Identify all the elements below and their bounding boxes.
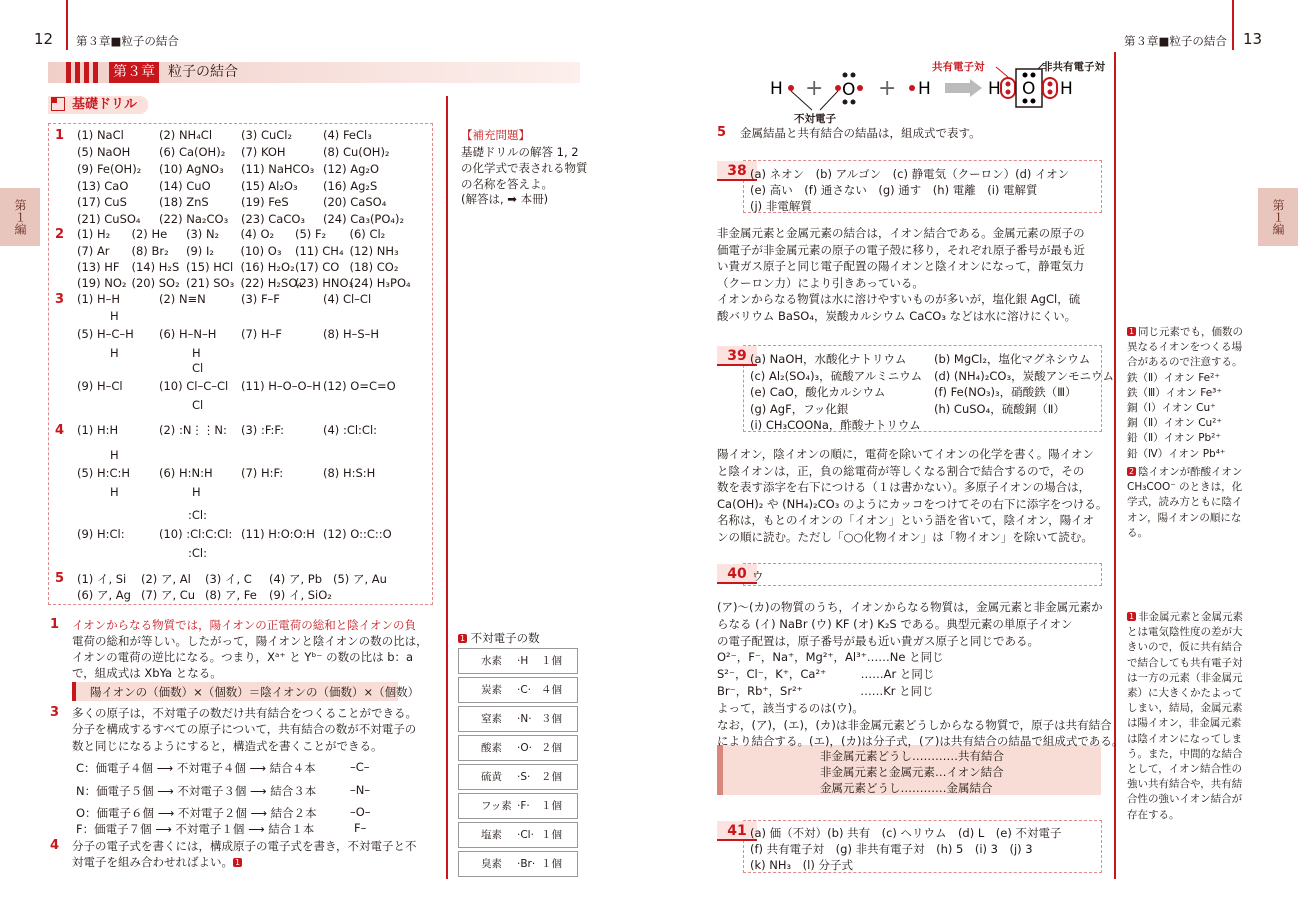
note-marker-icon: 1 xyxy=(1128,327,1135,336)
drill-answer-item: (1) H₂ xyxy=(77,227,111,241)
q39-item: (c) Al₂(SO₄)₃，硫酸アルミニウム xyxy=(750,368,923,383)
unpaired-label: 不対電子 xyxy=(794,113,836,125)
note-line: 合があるので注意する。 xyxy=(1127,356,1243,369)
table-row xyxy=(458,793,578,819)
chapter-title: 粒子の結合 xyxy=(168,64,238,80)
q40-answer: ウ xyxy=(752,569,764,583)
running-header-right: 第３章■粒子の結合 xyxy=(1124,34,1227,48)
table-row xyxy=(458,764,578,790)
electron-dot: ·O· xyxy=(517,742,532,754)
drill-answer-item: (4) ア, Pb xyxy=(269,572,322,586)
note-marker-icon: 1 xyxy=(1128,612,1135,621)
exp4-line: 分子の電子式を書くには，構成原子の電子式を書き，不対電子と不 xyxy=(72,839,417,853)
drill-answer-item: (10) O₃ xyxy=(240,244,282,258)
count: １個 xyxy=(541,655,562,667)
drill-answer-item: (4) Cl–Cl xyxy=(323,292,372,306)
shared-pair-label: 共有電子対 xyxy=(932,61,985,73)
drill-q2-number: 2 xyxy=(55,227,65,242)
drill-answer-item: (23) CaCO₃ xyxy=(241,212,306,226)
bond-diagram: –O– xyxy=(350,805,371,819)
drill-answer-item: (4) :Cl:Cl: xyxy=(323,423,378,437)
paragraph-line: S²⁻，Cl⁻，K⁺，Ca²⁺ ……Ar と同じ xyxy=(717,667,935,682)
supplement-title: 【補充問題】 xyxy=(461,128,530,142)
drill-answer-item: (23) HNO₃ xyxy=(295,276,354,290)
drill-answer-item: (9) イ, SiO₂ xyxy=(269,588,332,602)
q38-line: (e) 高い (f) 通さない (g) 通す (h) 電離 (i) 電解質 xyxy=(750,183,1038,197)
q39-item: (f) Fe(NO₃)₃，硝酸鉄（Ⅲ） xyxy=(934,385,1077,399)
summary-line: 非金属元素と金属元素…イオン結合 xyxy=(820,765,1004,779)
column-rule xyxy=(1114,52,1116,879)
electron-sub: H xyxy=(110,448,119,462)
drill-answer-item: (7) H:F: xyxy=(241,466,284,480)
chapter-stripe xyxy=(75,62,80,83)
drill-answer-item: (8) Br₂ xyxy=(131,244,169,258)
note-line: 鉄（Ⅱ）イオン Fe²⁺ xyxy=(1127,371,1220,384)
paragraph-line: よって，該当するのは(ウ)。 xyxy=(717,700,864,715)
q39-item: (h) CuSO₄，硫酸銅（Ⅱ） xyxy=(934,401,1065,416)
paragraph-line: （クーロン力）により引きあっている。 xyxy=(717,275,924,290)
chapter-stripe xyxy=(84,62,89,83)
drill-answer-item: (10) :Cl:C:Cl: xyxy=(159,527,233,541)
drill-answer-item: (3) :F:F: xyxy=(241,423,285,437)
table-row xyxy=(458,706,578,732)
drill-answer-item: (13) CaO xyxy=(77,179,129,193)
drill-answer-item: (11) NaHCO₃ xyxy=(241,162,315,176)
svg-text:H: H xyxy=(988,79,1001,99)
note-line: 非金属元素と金属元素 xyxy=(1138,611,1243,623)
summary-line: 非金属元素どうし…………共有結合 xyxy=(820,749,1004,763)
exp1-formula: 陽イオンの（価数）×（個数）＝陰イオンの（価数）×（個数） xyxy=(90,685,420,699)
q41-line: (a) 価（不対）(b) 共有 (c) ヘリウム (d) L (e) 不対電子 xyxy=(750,826,1062,840)
electron-sub: :Cl: xyxy=(188,508,207,522)
q38-number: 38 xyxy=(717,161,757,181)
drill-answer-item: (22) H₂SO₄ xyxy=(240,276,302,290)
element-name: 塩素 xyxy=(481,829,502,841)
count: ３個 xyxy=(541,713,562,725)
exp1-line: で，組成式は XbYa となる。 xyxy=(72,666,222,680)
exp3-line: 数と同じになるようにすると，構造式を書くことができる。 xyxy=(72,739,383,753)
electron-dot: ·Cl· xyxy=(517,829,534,841)
note-line: 合性の強いイオン結合が xyxy=(1127,793,1243,806)
drill-answer-item: (2) N≡N xyxy=(159,292,206,306)
drill-answer-item: (3) イ, C xyxy=(205,572,252,586)
q41-number: 41 xyxy=(717,821,757,841)
note-line: る。 xyxy=(1127,526,1148,539)
bond-diagram: F– xyxy=(354,821,367,835)
note-line: は一方の元素（非金属元 xyxy=(1127,671,1243,684)
note-line: きいので，仮に共有結合 xyxy=(1127,641,1243,654)
paragraph-line: 数を表す添字を右下につける（１は書かない）。多原子イオンの場合は， xyxy=(717,480,1091,494)
running-header-left: 第３章■粒子の結合 xyxy=(76,34,179,48)
paragraph-line: O²⁻，F⁻，Na⁺，Mg²⁺，Al³⁺……Ne と同じ xyxy=(717,650,944,665)
electron-sub: :Cl: xyxy=(188,546,207,560)
exp3-row: C：価電子４個 ⟶ 不対電子４個 ⟶ 結合４本 xyxy=(76,761,316,775)
paragraph-line: 価電子が非金属元素の原子の電子殻に移り，それぞれ原子番号が最も近 xyxy=(717,242,1085,257)
svg-text:O: O xyxy=(1022,79,1036,99)
note-line: 強い共有結合や，共有結 xyxy=(1127,778,1243,791)
atom-h: H xyxy=(918,79,931,99)
paragraph-line: 陽イオン，陰イオンの順に，電荷を除いてイオンの化学を書く。陽イオン xyxy=(717,447,1094,461)
drill-answer-item: (19) FeS xyxy=(241,195,289,209)
q38-line: (j) 非電解質 xyxy=(750,199,812,213)
page-number-right: 13 xyxy=(1243,30,1263,48)
exp1-line: イオンからなる物質では，陽イオンの正電荷の総和と陰イオンの負 xyxy=(72,618,416,632)
drill-answer-item: (14) CuO xyxy=(159,179,211,193)
exp3-line: 分子を構成するすべての原子について，共有結合の数が不対電子の xyxy=(72,722,417,736)
paragraph-line: なお，(ア)，(エ)，(カ)は非金属元素どうしからなる物質で，原子は共有結合 xyxy=(717,717,1112,732)
drill-answer-item: (5) H:C:H xyxy=(77,466,131,480)
count: ４個 xyxy=(541,684,562,696)
drill-answer-item: (17) CuS xyxy=(77,195,127,209)
drill-answer-item: (3) CuCl₂ xyxy=(241,128,293,142)
header-rule xyxy=(1232,0,1234,50)
drill-answer-item: (13) HF xyxy=(77,260,120,274)
q39-item: (b) MgCl₂，塩化マグネシウム xyxy=(934,352,1091,366)
ans5-text: 金属結晶と共有結合の結晶は，組成式で表す。 xyxy=(740,126,981,140)
q40-number: 40 xyxy=(717,564,757,584)
paragraph-line: い貴ガス原子と同じ電子配置の陽イオンと陰イオンになって，静電気力 xyxy=(717,259,1085,273)
drill-answer-item: (1) H–H xyxy=(77,292,120,306)
drill-answer-item: (8) Cu(OH)₂ xyxy=(323,145,390,159)
element-name: 水素 xyxy=(481,655,502,667)
table-row xyxy=(458,648,578,674)
drill-answer-item: (5) NaOH xyxy=(77,145,131,159)
electron-dot: ·N· xyxy=(517,713,532,725)
paragraph-line: (ア)〜(カ)の物質のうち，イオンからなる物質は，金属元素と非金属元素か xyxy=(717,600,1103,614)
paragraph-line: ンの順に読む。ただし「○○化物イオン」は「物イオン」を除いて読む。 xyxy=(717,529,1093,544)
drill-answer-item: (24) H₃PO₄ xyxy=(349,276,411,290)
drill-answer-item: (7) ア, Cu xyxy=(141,588,196,602)
exp3-row: F：価電子７個 ⟶ 不対電子１個 ⟶ 結合１本 xyxy=(76,822,315,836)
element-name: 窒素 xyxy=(481,713,502,725)
drill-answer-item: (17) CO xyxy=(295,260,340,274)
drill-q4-number: 4 xyxy=(55,423,65,438)
drill-answer-item: (9) Fe(OH)₂ xyxy=(77,162,142,176)
paragraph-line: Ca(OH)₂ や (NH₄)₂CO₃ のようにカッコをつけてその右下に添字をつける。 xyxy=(717,496,1108,511)
bond-diagram: –N– xyxy=(350,783,371,797)
note-line: とは電気陰性度の差が大 xyxy=(1127,626,1243,639)
note-line: 異なるイオンをつくる場 xyxy=(1127,341,1243,354)
paragraph-line: イオンからなる物質は水に溶けやすいものが多いが，塩化銀 AgCl，硫 xyxy=(717,292,1081,306)
drill-answer-item: (18) CO₂ xyxy=(349,260,399,274)
note-line: しまい，結局，金属元素 xyxy=(1127,702,1243,715)
drill-answer-item: (3) N₂ xyxy=(186,227,220,241)
drill-answer-item: (6) Cl₂ xyxy=(349,227,386,241)
note-line: は陰イオンになってしま xyxy=(1127,732,1243,745)
note-line: オン，陽イオンの順にな xyxy=(1127,511,1242,524)
drill-answer-item: (16) Ag₂S xyxy=(323,179,378,193)
note-line: 鉄（Ⅲ）イオン Fe³⁺ xyxy=(1127,386,1222,399)
lone-pair-label: 非共有電子対 xyxy=(1042,61,1105,73)
exp3-line: 多くの原子は，不対電子の数だけ共有結合をつくることができる。 xyxy=(72,706,417,720)
q39-item: (d) (NH₄)₂CO₃，炭酸アンモニウム xyxy=(934,368,1114,383)
arrow-icon xyxy=(945,79,982,97)
element-name: 酸素 xyxy=(481,742,502,754)
exp3-row: O：価電子６個 ⟶ 不対電子２個 ⟶ 結合２本 xyxy=(76,806,317,820)
svg-text:H: H xyxy=(1060,79,1073,99)
drill-title: 基礎ドリル xyxy=(72,97,138,112)
note-line: として，イオン結合性の xyxy=(1127,763,1242,775)
structure-sub: H xyxy=(192,346,201,360)
plus-icon: + xyxy=(878,76,897,101)
drill-answer-item: (14) H₂S xyxy=(131,260,180,274)
drill-answer-item: (9) H:Cl: xyxy=(77,527,125,541)
electron-dot: ·F· xyxy=(517,800,530,812)
count: １個 xyxy=(541,800,562,812)
header-rule xyxy=(66,0,68,50)
q39-item: (e) CaO，酸化カルシウム xyxy=(750,385,886,399)
q40-answer-box xyxy=(743,563,1102,586)
note-line: 同じ元素でも，価数の xyxy=(1138,326,1243,338)
chapter-label: 第３章 xyxy=(109,62,159,83)
drill-answer-item: (22) Na₂CO₃ xyxy=(159,212,229,226)
drill-answer-item: (2) He xyxy=(131,227,168,241)
count: ２個 xyxy=(541,742,562,754)
drill-answer-item: (4) O₂ xyxy=(240,227,275,241)
electron-dot: ·S· xyxy=(517,771,531,783)
drill-icon xyxy=(51,97,65,111)
element-name: フッ素 xyxy=(481,800,512,812)
element-name: 炭素 xyxy=(481,684,502,696)
element-name: 臭素 xyxy=(481,858,502,870)
supplement-line: (解答は, ➡ 本冊) xyxy=(461,192,549,206)
note-line: 素）に大きくかたよって xyxy=(1127,687,1243,699)
drill-answer-item: (21) CuSO₄ xyxy=(77,212,141,226)
note-line: 銅（Ⅰ）イオン Cu⁺ xyxy=(1127,402,1216,414)
exp4-number: 4 xyxy=(50,838,60,853)
paragraph-line: の電子配置は，原子番号が最も近い貴ガス原子と同じである。 xyxy=(717,633,1039,648)
paragraph-line: Br⁻，Rb⁺，Sr²⁺ ……Kr と同じ xyxy=(717,684,934,698)
drill-answer-item: (8) ア, Fe xyxy=(205,588,257,602)
structure-sub: H xyxy=(110,346,119,360)
atom-h: H xyxy=(770,79,783,99)
q39-item: (i) CH₃COONa，酢酸ナトリウム xyxy=(750,418,921,432)
chapter-stripe xyxy=(93,62,98,83)
paragraph-line: 名称は，もとのイオンの「イオン」という語を省いて，陰イオン，陽イオ xyxy=(717,513,1094,527)
table-row xyxy=(458,677,578,703)
table-title-row xyxy=(458,630,540,646)
drill-answer-item: (20) CaSO₄ xyxy=(323,195,387,209)
note-line: 陰イオンが酢酸イオン xyxy=(1138,466,1243,478)
paragraph-line: 非金属元素と金属元素の結合は，イオン結合である。金属元素の原子の xyxy=(717,226,1085,240)
q38-line: (a) ネオン (b) アルゴン (c) 静電気（クーロン）(d) イオン xyxy=(750,167,1070,181)
electron-sub: H xyxy=(110,485,119,499)
q41-line: (k) NH₃ (l) 分子式 xyxy=(750,858,853,872)
note-line: 学式，読み方ともに陰イ xyxy=(1127,496,1243,509)
exp1-line: 電荷の総和が等しい。したがって，陽イオンと陰イオンの数の比は， xyxy=(72,634,428,648)
summary-accent xyxy=(717,745,723,795)
drill-answer-item: (18) ZnS xyxy=(159,195,209,209)
count: １個 xyxy=(541,858,562,870)
page-number-left: 12 xyxy=(34,30,54,48)
q39-number: 39 xyxy=(717,346,757,366)
drill-answer-item: (1) H:H xyxy=(77,423,119,437)
exp3-row: N：価電子５個 ⟶ 不対電子３個 ⟶ 結合３本 xyxy=(76,784,317,798)
note-line: 存在する。 xyxy=(1127,808,1180,821)
drill-answer-item: (5) ア, Au xyxy=(333,572,387,586)
drill-answer-item: (3) F–F xyxy=(241,292,280,306)
paragraph-line: と陰イオンは，正，負の総電荷が等しくなる割合で結合するので，その xyxy=(717,463,1085,478)
electron-dot: ·H xyxy=(517,655,529,667)
drill-answer-item: (10) Cl–C–Cl xyxy=(159,379,229,393)
count: ２個 xyxy=(541,771,562,783)
drill-answer-item: (6) ア, Ag xyxy=(77,588,131,602)
note-line: 鉛（Ⅱ）イオン Pb²⁺ xyxy=(1127,432,1221,445)
note-line: う。また，中間的な結合 xyxy=(1127,747,1243,760)
drill-answer-item: (7) Ar xyxy=(77,244,110,258)
bond-diagram: –C– xyxy=(350,760,370,774)
note-line: 銅（Ⅱ）イオン Cu²⁺ xyxy=(1127,417,1222,430)
drill-answer-item: (15) Al₂O₃ xyxy=(241,179,298,193)
drill-answer-item: (11) H:O:O:H xyxy=(241,527,315,541)
exp4-line: 対電子を組み合わせればよい。 1 xyxy=(72,855,241,869)
electron-dot: ·Br· xyxy=(517,858,536,870)
structure-sub: H xyxy=(110,309,119,323)
note-line: CH₃COO⁻ のときは，化 xyxy=(1127,481,1243,494)
exp1-number: 1 xyxy=(50,617,60,632)
drill-answer-item: (11) CH₄ xyxy=(295,244,344,258)
drill-answer-item: (11) H–O–O–H xyxy=(241,379,321,393)
drill-answer-item: (12) O=C=O xyxy=(323,379,396,393)
note-marker-icon: 1 xyxy=(234,858,241,867)
table-row xyxy=(458,822,578,848)
exp1-line: イオンの電荷の逆比になる。つまり，Xᵃ⁺ と Yᵇ⁻ の数の比は b：a xyxy=(72,650,414,664)
supplement-line: の化学式で表される物質 xyxy=(461,161,588,175)
drill-answer-item: (12) NH₃ xyxy=(349,244,399,258)
q39-item: (g) AgF，フッ化銀 xyxy=(750,401,849,416)
drill-answer-item: (4) FeCl₃ xyxy=(323,128,372,142)
drill-answer-item: (16) H₂O₂ xyxy=(240,260,295,274)
drill-answer-item: (9) I₂ xyxy=(186,244,214,258)
paragraph-line: により結合する。(エ)，(カ)は分子式，(ア)は共有結合の結晶で組成式である。 xyxy=(717,734,1124,749)
drill-answer-item: (9) H–Cl xyxy=(77,379,123,393)
drill-answer-item: (6) H:N:H xyxy=(159,466,213,480)
paragraph-line: らなる (イ) NaBr (ウ) KF (オ) K₂S である。典型元素の単原子イオン xyxy=(717,616,1073,631)
drill-answer-item: (10) AgNO₃ xyxy=(159,162,224,176)
drill-answer-item: (24) Ca₃(PO₄)₂ xyxy=(323,212,405,226)
drill-answer-item: (8) H:S:H xyxy=(323,466,376,480)
drill-answer-item: (12) O::C::O xyxy=(323,527,392,541)
summary-line: 金属元素どうし…………金属結合 xyxy=(820,781,993,795)
drill-answer-item: (1) イ, Si xyxy=(77,572,127,586)
drill-q5-number: 5 xyxy=(55,571,65,586)
drill-answer-item: (6) H–N–H xyxy=(159,327,217,341)
drill-answer-item: (2) NH₄Cl xyxy=(159,128,213,142)
q39-item: (a) NaOH，水酸化ナトリウム xyxy=(750,352,907,366)
formula-box-accent xyxy=(72,682,76,701)
drill-answer-item: (20) SO₂ xyxy=(131,276,180,290)
drill-answer-item: (19) NO₂ xyxy=(77,276,127,290)
note-line: で結合しても共有電子対 xyxy=(1127,656,1243,669)
drill-answer-item: (2) :N⋮⋮N: xyxy=(159,423,227,437)
electron-sub: H xyxy=(192,485,201,499)
q41-line: (f) 共有電子対 (g) 非共有電子対 (h) 5 (i) 3 (j) 3 xyxy=(750,842,1033,856)
drill-answer-item: (5) H–C–H xyxy=(77,327,134,341)
supplement-line: 基礎ドリルの解答 1, 2 xyxy=(461,145,579,159)
note-marker-icon: 2 xyxy=(1128,467,1135,476)
drill-answer-item: (21) SO₃ xyxy=(186,276,235,290)
note-marker-icon: 1 xyxy=(459,634,466,643)
drill-answer-item: (8) H–S–H xyxy=(323,327,380,341)
drill-answer-item: (15) HCl xyxy=(186,260,234,274)
drill-answer-item: (5) F₂ xyxy=(295,227,327,241)
electron-dot: ·C· xyxy=(517,684,532,696)
plus-icon: + xyxy=(805,76,824,101)
drill-q3-number: 3 xyxy=(55,292,65,307)
note-line: 鉛（Ⅳ）イオン Pb⁴⁺ xyxy=(1127,447,1226,460)
table-row xyxy=(458,735,578,761)
structure-sub: Cl xyxy=(192,398,204,412)
drill-answer-item: (7) H–F xyxy=(241,327,282,341)
column-rule xyxy=(446,96,448,879)
exp3-number: 3 xyxy=(50,705,60,720)
side-tab-left: 第１編 xyxy=(0,188,40,246)
ans5-number: 5 xyxy=(717,125,727,140)
structure-sub: Cl xyxy=(192,361,204,375)
drill-q1-number: 1 xyxy=(55,128,65,143)
drill-answer-item: (12) Ag₂O xyxy=(323,162,380,176)
table-title: 不対電子の数 xyxy=(470,631,540,645)
paragraph-line: 酸バリウム BaSO₄，炭酸カルシウム CaCO₃ などは水に溶けにくい。 xyxy=(717,308,1077,323)
drill-answer-item: (6) Ca(OH)₂ xyxy=(159,145,226,159)
count: １個 xyxy=(541,829,562,841)
drill-answer-item: (2) ア, Al xyxy=(141,572,191,586)
atom-o: O xyxy=(842,80,856,100)
supplement-line: の名称を答えよ。 xyxy=(461,177,553,191)
note-line: は陽イオン，非金属元素 xyxy=(1127,717,1242,730)
side-tab-right: 第１編 xyxy=(1258,188,1298,246)
unpaired-dot xyxy=(788,85,794,91)
drill-answer-item: (1) NaCl xyxy=(77,128,124,142)
table-row xyxy=(458,851,578,877)
drill-answer-item: (7) KOH xyxy=(241,145,286,159)
element-name: 硫黄 xyxy=(481,771,502,783)
chapter-stripe xyxy=(66,62,71,83)
